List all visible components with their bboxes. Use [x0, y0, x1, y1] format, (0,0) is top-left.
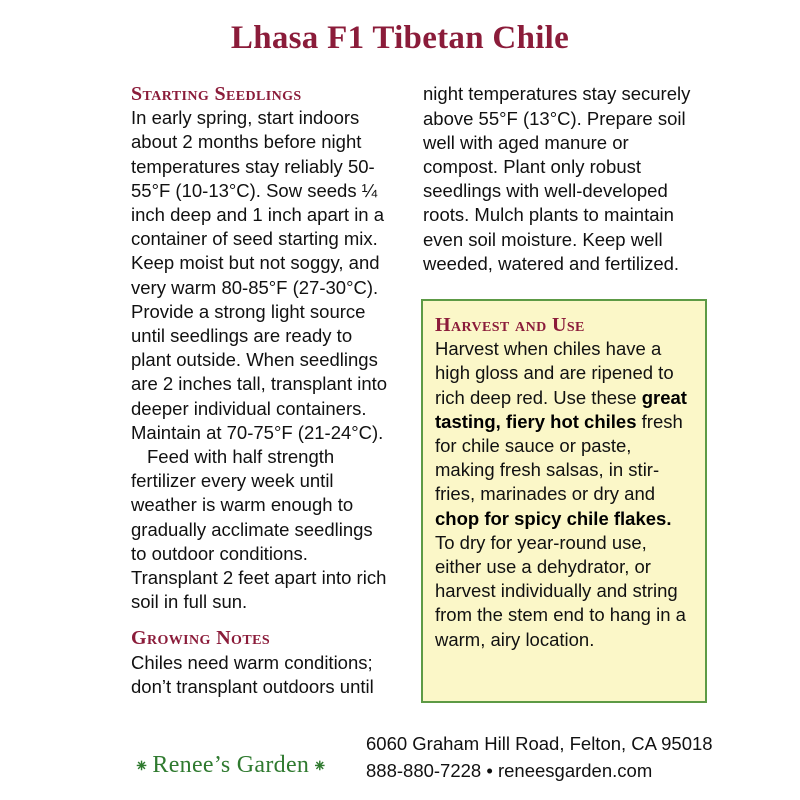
harvest-emphasis-2: chop for spicy chile flakes.: [435, 507, 672, 529]
left-column: [131, 82, 393, 699]
section-heading-growing-notes: Growing Notes: [131, 627, 270, 650]
starting-seedlings-paragraph-1: In early spring, start indoors about 2 months before night temperatures stay reliably 50-55°F (10-13°C). Sow seeds ¼ inch deep and 1 inch apart in a container of seed starting mix. Keep moist but not soggy, and very warm 80-85°F (27-30°C). Provide a strong light source until seedlings are ready to plant outside. When seedlings are 2 inches tall, transplant into deeper individual containers. Maintain at 70-75°F (21-24°C).: [131, 107, 388, 443]
harvest-text-3: To dry for year-round use, either use a dehydrator, or harvest individually and string from the stem end to hang in a warm, airy location.: [435, 531, 686, 650]
section-heading-starting-seedlings: Starting Seedlings: [131, 83, 302, 105]
page-title: Lhasa F1 Tibetan Chile: [230, 20, 570, 56]
footer-phone-website: 888-880-7228 • reneesgarden.com: [366, 760, 653, 781]
harvest-text-2: fresh for chile sauce or paste, making fresh salsas, in stir-fries, marinades or dry and: [435, 410, 683, 505]
growing-notes-continuation: [423, 82, 693, 282]
growing-notes-paragraph-continued: night temperatures stay securely above 55°F (13°C). Prepare soil well with aged manure or compost. Plant only robust seedlings with well-developed roots. Mulch plants to maintain even soil moisture. Keep well weeded, watered and fertilized.: [423, 83, 691, 274]
brand-logo: [131, 752, 331, 779]
right-column: [423, 82, 693, 282]
harvest-text-1: Harvest when chiles have a high gloss and are ripened to rich deep red. Use these: [435, 338, 674, 408]
harvest-emphasis-1: great tasting, fiery hot chiles: [435, 386, 687, 432]
harvest-paragraph: [435, 337, 693, 652]
growing-notes-paragraph: Chiles need warm conditions; don’t transplant outdoors until: [131, 651, 374, 697]
footer-contact: [366, 730, 713, 784]
section-heading-harvest-and-use: Harvest and Use: [435, 314, 585, 336]
footer-address: 6060 Graham Hill Road, Felton, CA 95018: [366, 733, 713, 754]
harvest-and-use-box: [421, 299, 707, 703]
starting-seedlings-paragraph-2: Feed with half strength fertilizer every week until weather is warm enough to gradually acclimate seedlings to outdoor conditions. Transplant 2 feet apart into rich soil in full sun.: [131, 446, 387, 613]
ornament-right-icon: ⁕: [312, 755, 328, 776]
brand-name: Renee’s Garden: [152, 752, 310, 778]
ornament-left-icon: ⁕: [134, 755, 150, 776]
